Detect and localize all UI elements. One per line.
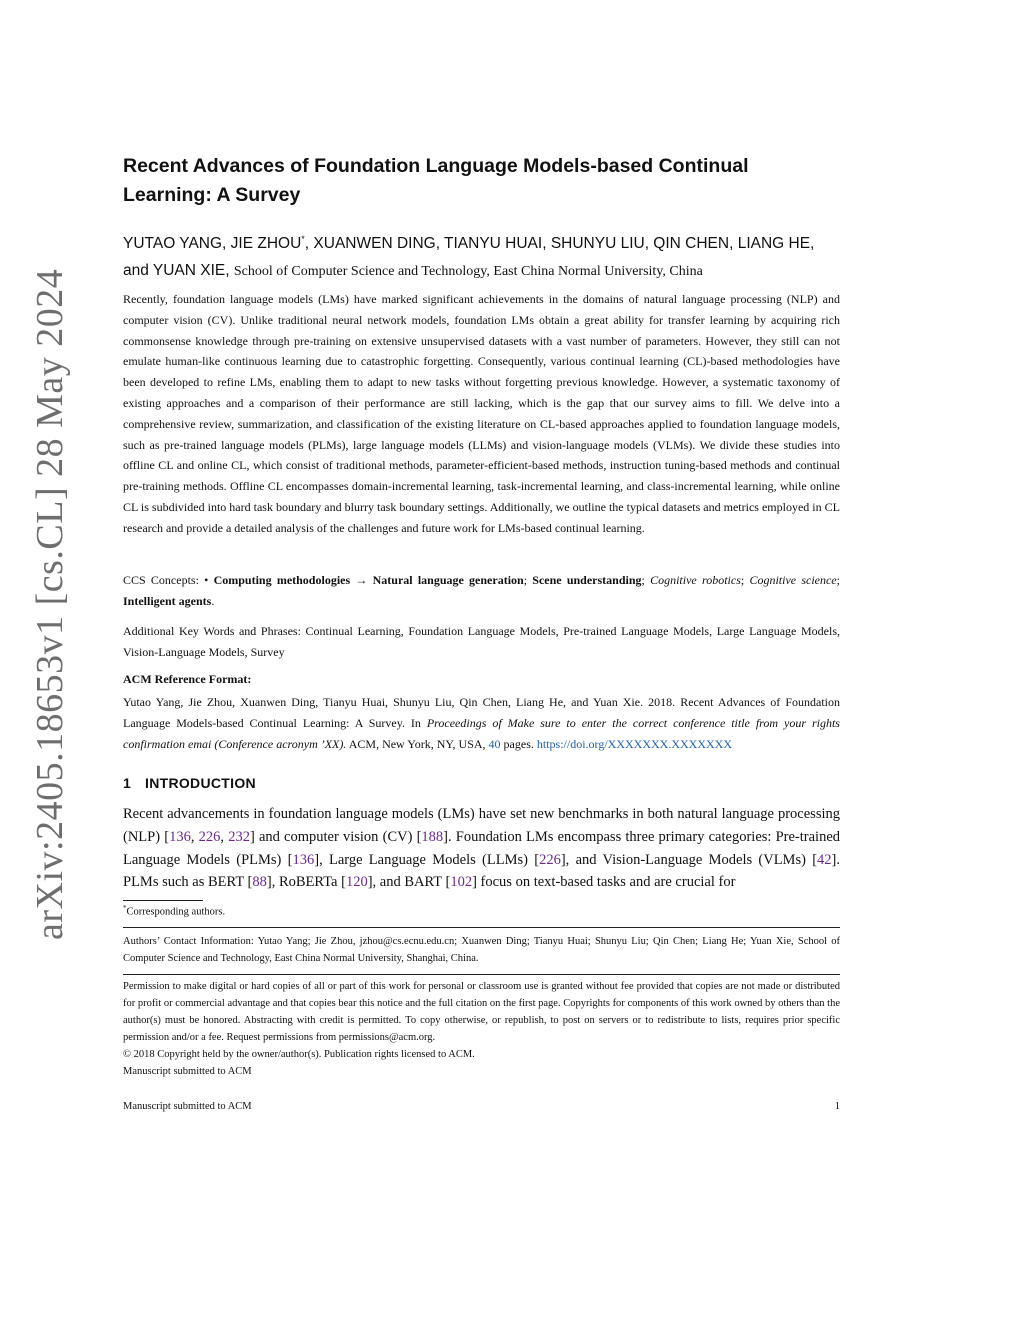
citation-link[interactable]: 120 bbox=[345, 874, 368, 891]
ccs-concept-2: Scene understanding bbox=[532, 573, 642, 587]
page-count-link[interactable]: 40 bbox=[488, 737, 501, 751]
running-footer bbox=[123, 1101, 840, 1112]
ccs-sep: ; bbox=[523, 573, 533, 587]
author-affiliation: School of Computer Science and Technology, East China Normal University, China bbox=[233, 264, 703, 280]
reference-text: Yutao Yang, Jie Zhou, Xuanwen Ding, Tianyu Huai, Shunyu Liu, Qin Chen, Liang He, and Yuan Xie. 2018. Recent Advances of Foundation Language Models-based Continual Learning: A Survey. In bbox=[123, 695, 840, 730]
citation-link[interactable]: 226 bbox=[198, 828, 221, 845]
page-number: 1 bbox=[834, 1101, 840, 1112]
ccs-concepts bbox=[123, 570, 840, 612]
permission-notice bbox=[123, 978, 840, 1080]
ccs-bullet: • bbox=[204, 573, 214, 587]
intro-text: ] focus on text-based tasks and are crucial for bbox=[472, 874, 736, 891]
intro-paragraph bbox=[123, 803, 840, 894]
reference-format-heading: ACM Reference Format: bbox=[123, 672, 252, 686]
abstract: Recently, foundation language models (LMs) have marked significant achievements in the domains of natural language processing (NLP) and computer vision (CV). Unlike traditional neural network models, foundation LMs obtain a great ability for transfer learning by acquiring rich commonsense knowledge through pre-training on extensive unsupervised datasets with a vast number of parameters. However, they still can not emulate human-like continuous learning due to catastrophic forgetting. Consequently, various continual learning (CL)-based methodologies have been developed to refine LMs, enabling them to adapt to new tasks without forgetting previous knowledge. However, a systematic taxonomy of existing approaches and a comparison of their performance are still lacking, which is the gap that our survey aims to fill. We delve into a comprehensive review, summarization, and classification of the existing literature on CL-based approaches applied to foundation language models, such as pre-trained language models (PLMs), large language models (LLMs) and vision-language models (VLMs). We divide these studies into offline CL and online CL, which consist of traditional methods, parameter-efficient-based methods, instruction tuning-based methods and continual pre-training methods. Offline CL encompasses domain-incremental learning, task-incremental learning, and class-incremental learning, while online CL is subdivided into hard task boundary and blurry task boundary settings. Additionally, we outline the typical datasets and metrics employed in CL research and provide a detailed analysis of the challenges and future work for LMs-based continual learning. bbox=[123, 292, 840, 535]
section-heading bbox=[123, 775, 840, 791]
doi-link[interactable]: https://doi.org/XXXXXXX.XXXXXXX bbox=[536, 737, 732, 751]
reference-proceedings: Proceedings of Make sure to enter the correct conference title from your rights confirmation emai (Conference acronym ’XX). bbox=[123, 716, 840, 751]
citation-link[interactable]: 188 bbox=[421, 828, 444, 845]
ccs-sep: ; bbox=[641, 573, 651, 587]
intro-text: ], Large Language Models (LLMs) [ bbox=[314, 851, 540, 868]
section-title: INTRODUCTION bbox=[145, 775, 256, 791]
ccs-sep: ; bbox=[740, 573, 750, 587]
author-names-first: YUTAO YANG, JIE ZHOU bbox=[123, 235, 302, 253]
footer-venue: Manuscript submitted to ACM bbox=[123, 1101, 252, 1112]
keywords: Additional Key Words and Phrases: Continual Learning, Foundation Language Models, Pre-trained Language Models, Large Language Models, Vision-Language Models, Survey bbox=[123, 624, 840, 659]
intro-text: ]. Foundation LMs encompass three primary categories: Pre-trained Language Models (PLMs) [ bbox=[123, 828, 841, 868]
author-contact-info: Authors’ Contact Information: Yutao Yang; Jie Zhou, jzhou@cs.ecnu.edu.cn; Xuanwen Ding; Tianyu Huai; Shunyu Liu; Qin Chen; Liang He; Yuan Xie, School of Computer Science and Technology, East China Normal University, Shanghai, China. bbox=[123, 936, 840, 964]
manuscript-line: Manuscript submitted to ACM bbox=[123, 1066, 252, 1077]
citation-link[interactable]: 136 bbox=[169, 828, 191, 845]
intro-text: ] and computer vision (CV) [ bbox=[249, 828, 422, 845]
ccs-concept-4: Cognitive science bbox=[749, 573, 837, 587]
intro-text: ], and Vision-Language Models (VLMs) [ bbox=[560, 851, 818, 868]
footnote-mark: * bbox=[123, 904, 127, 912]
intro-text: ]. PLMs such as BERT [ bbox=[123, 851, 841, 891]
permission-text: Permission to make digital or hard copies of all or part of this work for personal or classroom use is granted without fee provided that copies are not made or distributed for profit or commercial advantage and that copies bear this notice and the full citation on the first page. Copyrights for components of this work owned by others than the author(s) must be honored. Abstracting with credit is permitted. To copy otherwise, or republish, to post on servers or to redistribute to lists, requires prior specific permission and/or a fee. Request permissions from permissions@acm.org. bbox=[123, 981, 840, 1043]
reference-text: pages. bbox=[500, 737, 537, 751]
intro-text: ], RoBERTa [ bbox=[266, 874, 346, 891]
citation-link[interactable]: 88 bbox=[252, 874, 267, 891]
author-list bbox=[123, 226, 840, 285]
footnote-text: Corresponding authors. bbox=[126, 906, 226, 918]
contact-rule bbox=[123, 927, 840, 928]
arxiv-identifier-stamp: arXiv:2405.18653v1 [cs.CL] 28 May 2024 bbox=[29, 268, 71, 940]
footnote bbox=[123, 904, 840, 918]
ccs-label: CCS Concepts: bbox=[123, 573, 205, 587]
section-number: 1 bbox=[123, 775, 132, 791]
permission-rule bbox=[123, 974, 840, 975]
intro-text: , bbox=[190, 828, 199, 845]
ccs-end: . bbox=[211, 594, 215, 608]
intro-text: Recent advancements in foundation language models (LMs) have set new benchmarks in both natural language processing (NLP) [ bbox=[123, 806, 840, 845]
ccs-concept-1: Computing methodologies → Natural language generation bbox=[213, 573, 524, 587]
citation-link[interactable]: 226 bbox=[539, 851, 561, 868]
reference-text: ACM, New York, NY, USA, bbox=[346, 737, 489, 751]
citation-link[interactable]: 42 bbox=[817, 851, 832, 868]
intro-text: , bbox=[220, 828, 229, 845]
intro-text: ], and BART [ bbox=[367, 874, 451, 891]
citation-link[interactable]: 102 bbox=[450, 874, 473, 891]
citation-link[interactable]: 232 bbox=[228, 828, 250, 845]
ccs-sep: ; bbox=[836, 573, 840, 587]
citation-link[interactable]: 136 bbox=[292, 851, 315, 868]
footnote-rule bbox=[123, 900, 203, 901]
copyright-line: © 2018 Copyright held by the owner/author(s). Publication rights licensed to ACM. bbox=[123, 1049, 475, 1060]
paper-title: Recent Advances of Foundation Language Models-based Continual Learning: A Survey bbox=[123, 155, 749, 206]
corresponding-mark: * bbox=[301, 234, 305, 244]
author-names-rest: , XUANWEN DING, TIANYU HUAI, SHUNYU LIU, QIN CHEN, LIANG HE, and YUAN XIE, bbox=[123, 235, 815, 280]
ccs-concept-3: Cognitive robotics bbox=[650, 573, 741, 587]
reference-format bbox=[123, 692, 840, 755]
ccs-concept-5: Intelligent agents bbox=[123, 594, 212, 608]
